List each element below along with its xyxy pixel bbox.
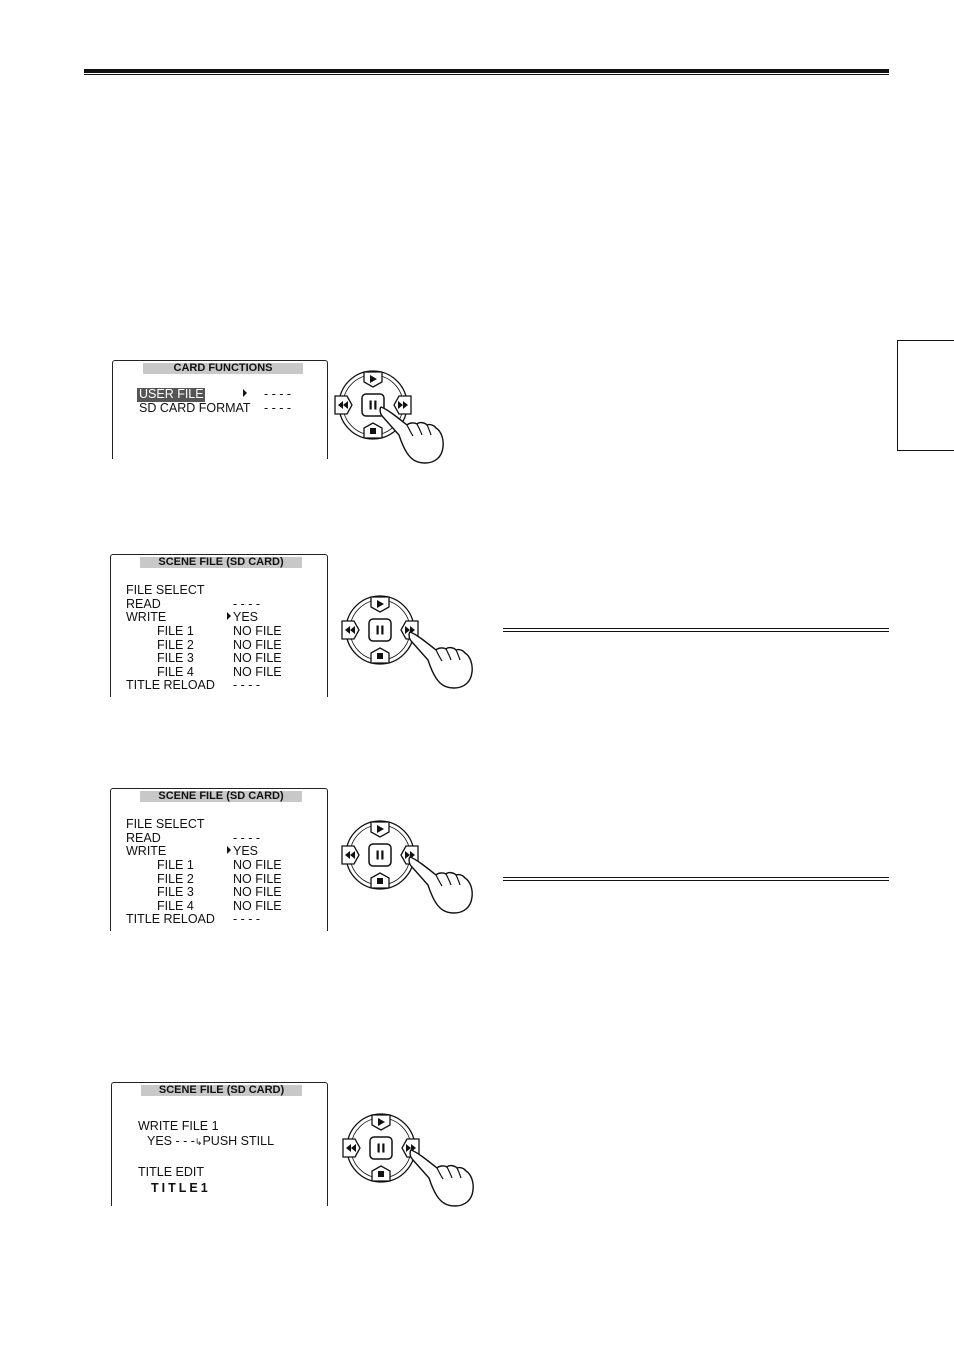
menu-row-label: SD CARD FORMAT [139, 401, 251, 415]
selection-arrow-icon [227, 612, 231, 620]
file-label[interactable]: FILE 4 [157, 665, 194, 679]
file-label[interactable]: FILE 3 [157, 651, 194, 665]
menu-row-sd-card-format[interactable] [139, 402, 251, 416]
write-file-label: WRITE FILE 1 [138, 1119, 219, 1133]
read-value: - - - - [233, 831, 261, 845]
title-value[interactable]: TITLE1 [151, 1181, 211, 1195]
file-value: NO FILE [233, 665, 282, 679]
file-label[interactable]: FILE 1 [157, 624, 194, 638]
yes-push-still-line: YES - - -↳PUSH STILL [147, 1134, 275, 1148]
title-reload-label[interactable]: TITLE RELOAD [126, 912, 215, 926]
file-value: NO FILE [233, 858, 282, 872]
file-value: NO FILE [233, 899, 282, 913]
dpad-remote-icon[interactable] [339, 1108, 479, 1218]
read-label[interactable]: READ [126, 597, 161, 611]
dpad-remote-icon[interactable] [338, 815, 478, 925]
file-label[interactable]: FILE 3 [157, 885, 194, 899]
title-edit-label: TITLE EDIT [138, 1165, 204, 1179]
panel-title: SCENE FILE (SD CARD) [140, 791, 302, 802]
selection-arrow-icon [227, 846, 231, 854]
selection-arrow-icon [243, 388, 249, 402]
menu-row-value: - - - - [264, 387, 292, 401]
file-label[interactable]: FILE 2 [157, 872, 194, 886]
read-value: - - - - [233, 597, 261, 611]
title-reload-value: - - - - [233, 912, 261, 926]
section-rule [503, 631, 889, 632]
menu-row-user-file[interactable] [137, 388, 205, 402]
dpad-remote-icon[interactable] [338, 590, 478, 700]
write-label[interactable]: WRITE [126, 844, 167, 858]
card-functions-panel [112, 360, 328, 459]
file-value: NO FILE [233, 624, 282, 638]
file-label[interactable]: FILE 4 [157, 899, 194, 913]
section-rule [503, 880, 889, 881]
scene-file-write-panel [111, 1082, 328, 1206]
panel-title: CARD FUNCTIONS [143, 363, 303, 374]
file-select-label: FILE SELECT [126, 817, 205, 831]
file-label[interactable]: FILE 2 [157, 638, 194, 652]
panel-title: SCENE FILE (SD CARD) [140, 557, 302, 568]
write-label[interactable]: WRITE [126, 610, 167, 624]
write-value: YES [227, 845, 258, 859]
arrow-right-icon: ↳ [194, 1137, 203, 1147]
section-rule [503, 877, 889, 878]
file-value: NO FILE [233, 885, 282, 899]
top-rule-thin [84, 74, 889, 75]
file-label[interactable]: FILE 1 [157, 858, 194, 872]
file-value: NO FILE [233, 651, 282, 665]
file-value: NO FILE [233, 638, 282, 652]
file-value: NO FILE [233, 872, 282, 886]
dpad-remote-icon[interactable] [331, 365, 471, 475]
scene-file-panel-2 [110, 788, 328, 931]
menu-row-value: - - - - [264, 401, 292, 415]
write-value: YES [227, 611, 258, 625]
panel-title: SCENE FILE (SD CARD) [141, 1085, 302, 1096]
file-select-label: FILE SELECT [126, 583, 205, 597]
title-reload-value: - - - - [233, 678, 261, 692]
title-reload-label[interactable]: TITLE RELOAD [126, 678, 215, 692]
read-label[interactable]: READ [126, 831, 161, 845]
scene-file-panel-1 [110, 554, 328, 697]
menu-row-label: USER FILE [139, 387, 204, 401]
top-rule [84, 69, 889, 73]
section-rule [503, 628, 889, 629]
side-tab [897, 340, 954, 451]
